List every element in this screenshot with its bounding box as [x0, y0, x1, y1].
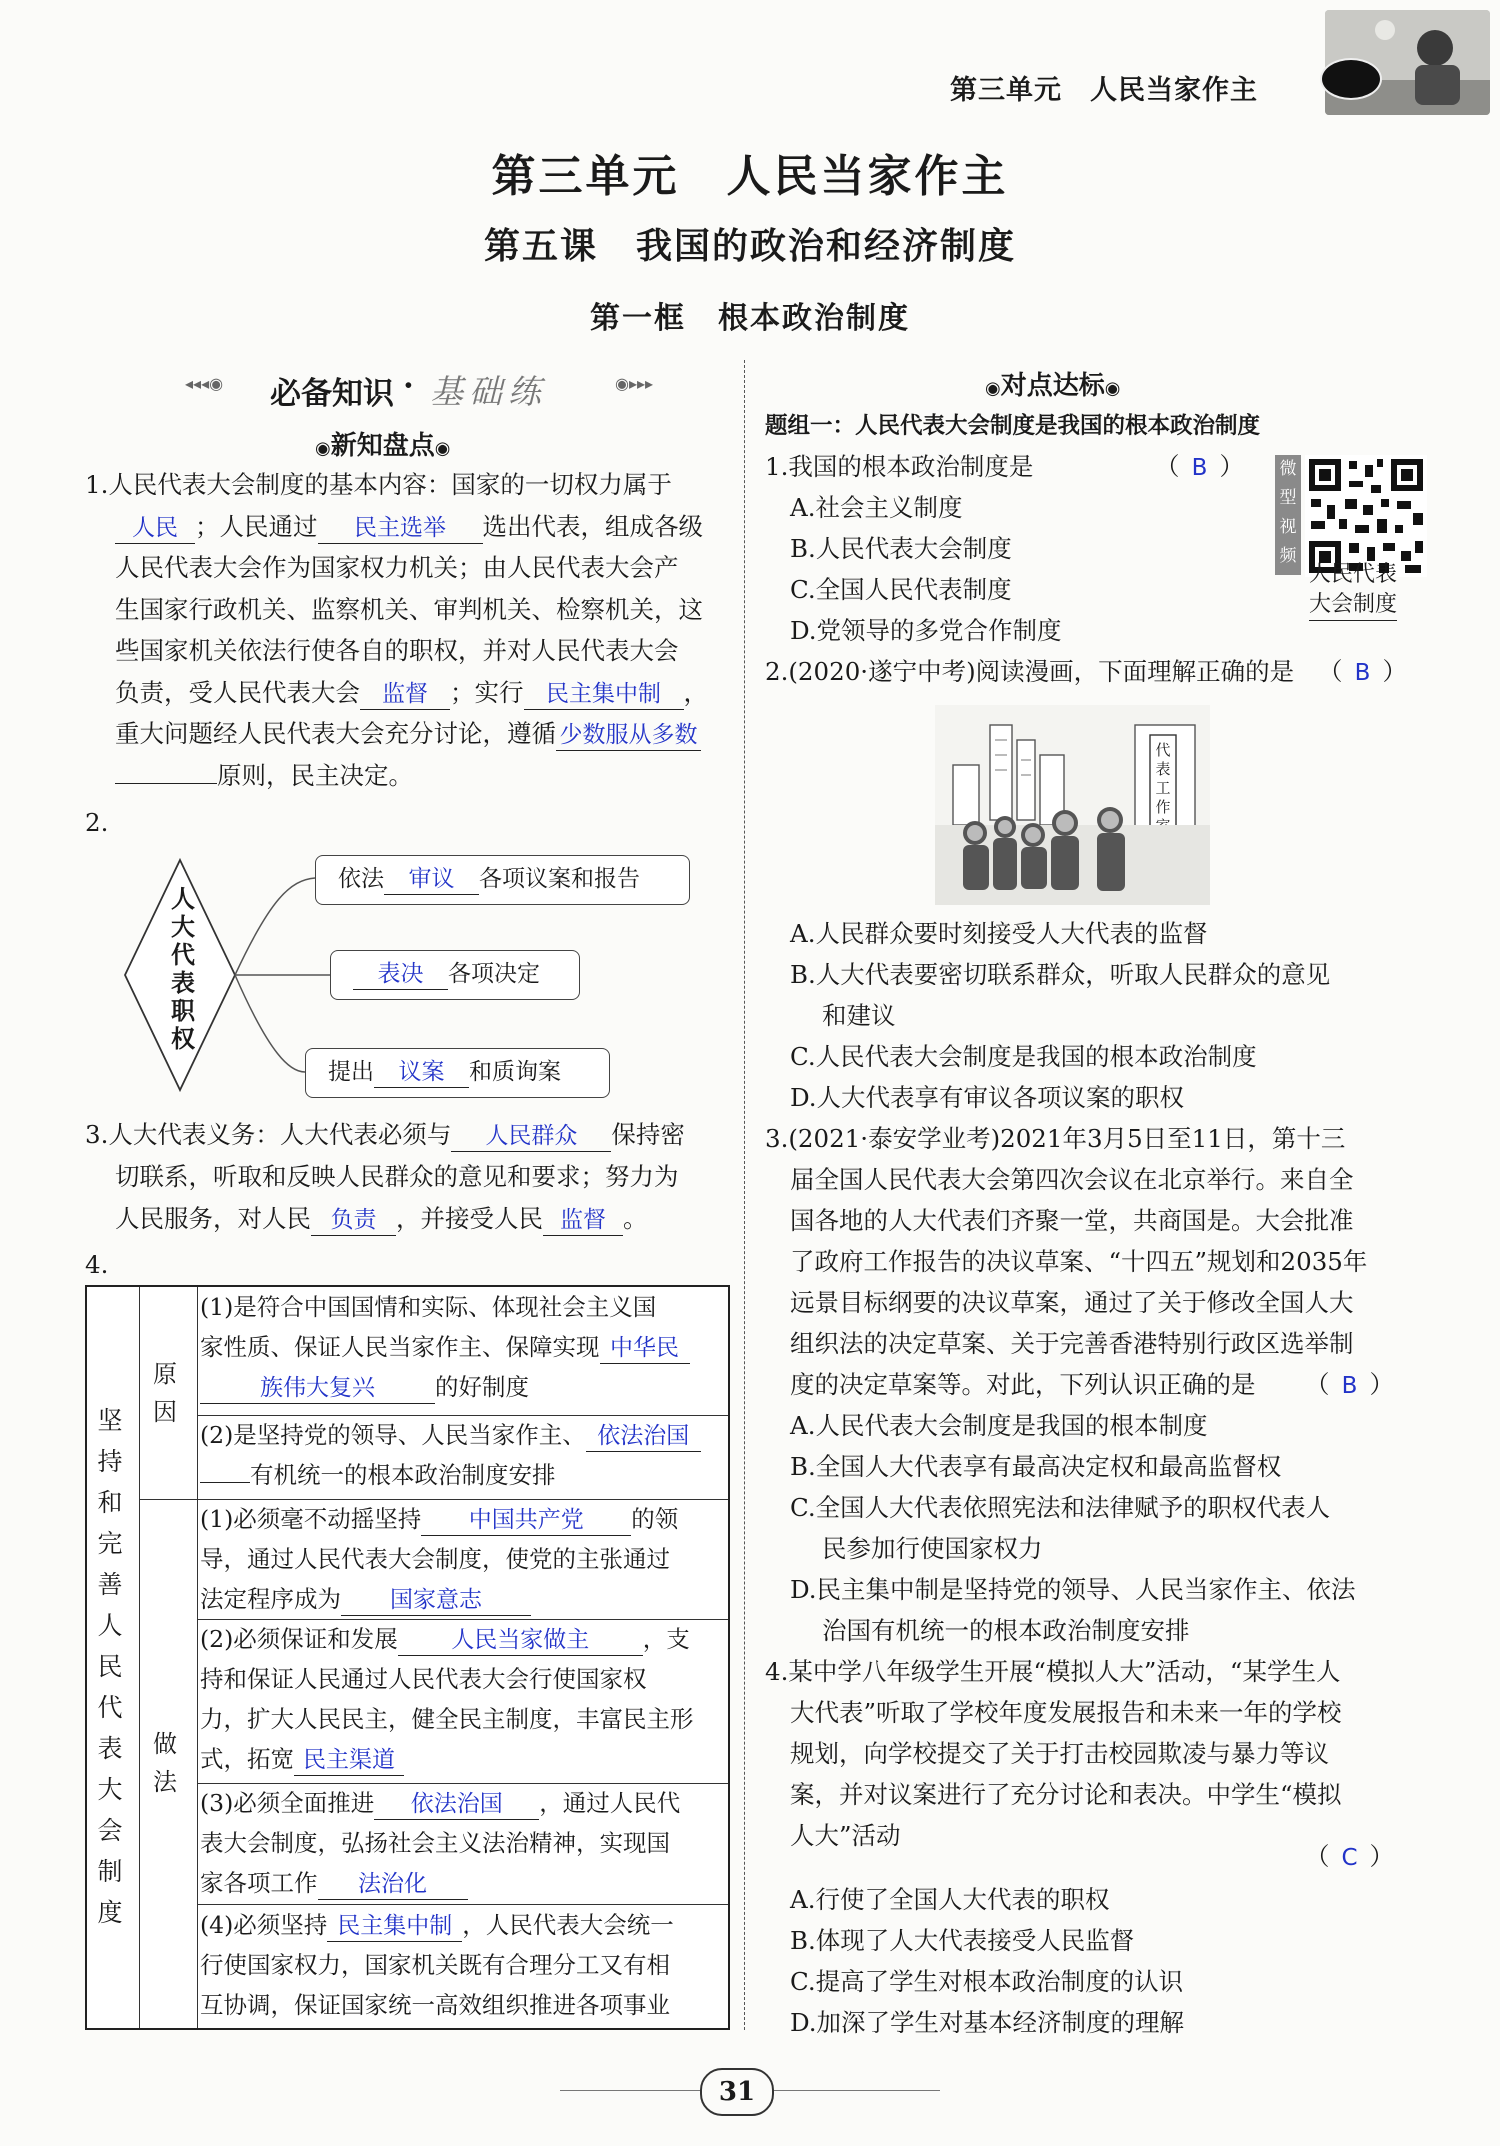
answer-blank: 审议	[384, 864, 479, 895]
text-line	[200, 1458, 556, 1492]
subheading-new-knowledge: ◉新知盘点◉	[315, 431, 451, 461]
text-line	[115, 759, 413, 793]
answer-blank: 负责	[311, 1205, 396, 1236]
unit-header: 第三单元 人民当家作主	[950, 75, 1258, 106]
banner-title-b: 基础练	[430, 372, 547, 411]
choice-answer: B	[1341, 1373, 1358, 1399]
cartoon-sign-text: 代表工作	[1155, 741, 1171, 816]
text: 负责，受人民代表大会	[115, 678, 360, 707]
text: 家性质、保证人民当家作主、保障实现	[200, 1333, 600, 1361]
option: C.全国人民代表制度	[790, 575, 1012, 604]
banner	[185, 368, 690, 412]
text-line	[200, 1502, 678, 1536]
option: D.党领导的多党合作制度	[790, 616, 1062, 645]
text: 法定程序成为	[200, 1585, 341, 1613]
text: ，人民代表大会统一	[462, 1911, 674, 1939]
page-number-badge	[700, 2068, 774, 2116]
text-line	[200, 1622, 690, 1656]
text-line: 些国家机关依法行使各自的职权，并对人民代表大会	[115, 636, 679, 665]
text: 保持密	[611, 1120, 685, 1149]
answer-blank: 国家意志	[341, 1585, 531, 1616]
text-line	[115, 676, 708, 710]
text-line: 人民代表大会作为国家权力机关；由人民代表大会产	[115, 553, 679, 582]
banner-title-a: 必备知识	[270, 376, 394, 412]
text-line: 规划，向学校提交了关于打击校园欺凌与暴力等议	[790, 1739, 1329, 1768]
qr-code-icon	[1305, 455, 1427, 577]
text-line: 持和保证人民通过人民代表大会行使国家权	[200, 1665, 647, 1693]
text: 和质询案	[469, 1059, 561, 1085]
text-line	[200, 1418, 701, 1452]
text: (4)必须坚持	[200, 1911, 328, 1939]
answer-blank: 少数服从多数	[556, 720, 701, 751]
text-line: 届全国人民代表大会第四次会议在北京举行。来自全	[790, 1165, 1354, 1194]
option-continued: 治国有机统一的根本政治制度安排	[822, 1616, 1190, 1645]
text: 依法	[338, 866, 384, 892]
answer-blank: 监督	[543, 1205, 623, 1236]
answer-blank: 依法治国	[374, 1789, 539, 1820]
text: ，通过人民代	[539, 1789, 681, 1817]
option: D.民主集中制是坚持党的领导、人民当家作主、依法	[790, 1575, 1356, 1604]
banner-dot: ·	[403, 368, 414, 404]
qr-caption-line: 大会制度	[1309, 590, 1397, 621]
qr-caption	[1278, 560, 1428, 621]
answer-blank: 民主集中制	[524, 679, 684, 710]
option: A.人民群众要时刻接受人大代表的监督	[790, 919, 1208, 948]
empty-blank	[200, 1482, 250, 1483]
choice-answer: B	[1191, 455, 1208, 481]
text: 的领	[631, 1505, 679, 1533]
text-line: 导，通过人民代表大会制度，使党的主张通过	[200, 1545, 670, 1573]
cartoon-illustration	[935, 705, 1210, 905]
choice-answer: B	[1354, 660, 1371, 686]
q2-box-review	[315, 855, 690, 905]
lesson-title: 第五课 我国的政治和经济制度	[483, 225, 1016, 267]
q2-box-vote	[330, 950, 580, 1000]
text: (2)必须保证和发展	[200, 1625, 398, 1653]
text: 重大问题经人民代表大会充分讨论，遵循	[115, 719, 556, 748]
text: 。	[623, 1204, 648, 1233]
group-title: 题组一：人民代表大会制度是我国的根本政治制度	[765, 413, 1261, 439]
main-title: 第三单元 人民当家作主	[491, 151, 1009, 202]
option: C.全国人大代表依照宪法和法律赋予的职权代表人	[790, 1493, 1331, 1522]
qr-caption-line: 人民代表	[1308, 562, 1397, 587]
target-icon: ◉	[315, 438, 331, 459]
q4-method-label: 做法	[153, 1730, 177, 1796]
target-icon: ◉	[985, 378, 1001, 399]
text: 各项议案和报告	[479, 866, 640, 892]
answer-paren: （ C ）	[1305, 1840, 1394, 1875]
text-line: 2.(2020·遂宁中考)阅读漫画，下面理解正确的是	[765, 657, 1295, 686]
page-number: 31	[718, 2077, 756, 2107]
text: 有机统一的根本政治制度安排	[250, 1461, 556, 1489]
text-line: 3.(2021·泰安学业考)2021年3月5日至11日，第十三	[765, 1124, 1346, 1153]
text-line: 切联系，听取和反映人民群众的意见和要求；努力为	[115, 1162, 679, 1191]
q4-reason-label: 原因	[153, 1360, 177, 1426]
text-line	[115, 510, 703, 544]
option: D.加深了学生对基本经济制度的理解	[790, 2008, 1185, 2037]
answer-blank: 中华民	[600, 1333, 690, 1364]
text-line	[115, 1202, 648, 1236]
option: C.人民代表大会制度是我国的根本政治制度	[790, 1042, 1257, 1071]
q2-number: 2.	[85, 808, 109, 837]
text: 各项决定	[448, 961, 540, 987]
answer-blank: 人民群众	[451, 1121, 611, 1152]
header-logo	[1320, 58, 1382, 100]
option: A.行使了全国人大代表的职权	[790, 1885, 1110, 1914]
text: (2)是坚持党的领导、人民当家作主、	[200, 1421, 586, 1449]
q4-side-label: 坚持和完善人民代表大会制度	[97, 1406, 123, 1927]
text-line: (1)是符合中国国情和实际、体现社会主义国	[200, 1293, 657, 1321]
answer-blank: 监督	[360, 679, 450, 710]
option: A.社会主义制度	[790, 493, 963, 522]
right-heading: ◉对点达标◉	[985, 371, 1121, 401]
text-line: 国各地的人大代表们齐聚一堂，共商国是。大会批准	[790, 1206, 1354, 1235]
option-continued: 民参加行使国家权力	[822, 1534, 1043, 1563]
option: B.体现了人大代表接受人民监督	[790, 1926, 1135, 1955]
text-line: 生国家行政机关、监察机关、审判机关、检察机关，这	[115, 595, 703, 624]
answer-blank: 表决	[353, 959, 448, 990]
text: 3.人大代表义务：人大代表必须与	[85, 1120, 452, 1149]
text: ，	[683, 678, 708, 707]
answer-blank: 人民当家做主	[398, 1625, 643, 1656]
text-line: 度的决定草案等。对此，下列认识正确的是	[790, 1370, 1256, 1399]
qr-side-tab: 微型视频	[1275, 455, 1301, 575]
text-line: 远景目标纲要的决议草案，通过了关于修改全国人大	[790, 1288, 1354, 1317]
option: B.人民代表大会制度	[790, 534, 1012, 563]
text: ，支	[642, 1625, 690, 1653]
q4-number: 4.	[85, 1250, 109, 1279]
text: 人民服务，对人民	[115, 1204, 311, 1233]
text-line: 案，并对议案进行了充分讨论和表决。中学生“模拟	[790, 1780, 1342, 1809]
answer-blank: 民主选举	[318, 513, 483, 544]
text: (1)必须毫不动摇坚持	[200, 1505, 422, 1533]
banner-arrows-right: ◉▸▸▸	[615, 374, 654, 393]
diamond-label: 人大代表职权	[171, 884, 195, 1053]
text-line: 互协调，保证国家统一高效组织推进各项事业	[200, 1991, 670, 2019]
text: 家各项工作	[200, 1869, 318, 1897]
text-line: 表大会制度，弘扬社会主义法治精神，实现国	[200, 1829, 670, 1857]
text: 提出	[328, 1059, 374, 1085]
answer-blank: 中国共产党	[421, 1505, 631, 1536]
text-line	[200, 1742, 404, 1776]
text: 选出代表，组成各级	[482, 512, 703, 541]
option: A.人民代表大会制度是我国的根本制度	[790, 1411, 1208, 1440]
text-line: 人大”活动	[790, 1821, 901, 1850]
text-line	[200, 1866, 468, 1900]
text: 的好制度	[435, 1373, 529, 1401]
text-line: 行使国家权力，国家机关既有合理分工又有相	[200, 1951, 670, 1979]
answer-blank: 依法治国	[586, 1421, 701, 1452]
text-line: 1.我国的根本政治制度是	[765, 452, 1034, 481]
option: B.全国人大代表享有最高决定权和最高监督权	[790, 1452, 1282, 1481]
text-line: 了政府工作报告的决议草案、“十四五”规划和2035年	[790, 1247, 1368, 1276]
section-title: 第一框 根本政治制度	[590, 301, 910, 336]
answer-paren: （ B ）	[1155, 450, 1244, 485]
text-line	[200, 1330, 690, 1364]
answer-blank: 议案	[374, 1057, 469, 1088]
text: (3)必须全面推进	[200, 1789, 375, 1817]
banner-arrows-left: ◂◂◂◉	[185, 374, 224, 393]
answer-blank: 民主渠道	[294, 1745, 404, 1776]
text-line	[85, 1118, 685, 1152]
option: D.人大代表享有审议各项议案的职权	[790, 1083, 1185, 1112]
q2-box-propose	[305, 1048, 610, 1098]
column-divider	[744, 360, 745, 2030]
text-line: 1.人民代表大会制度的基本内容：国家的一切权力属于	[85, 470, 672, 499]
target-icon: ◉	[1104, 378, 1121, 399]
text-line: 组织法的决定草案、关于完善香港特别行政区选举制	[790, 1329, 1354, 1358]
text: 原则，民主决定。	[217, 761, 413, 790]
answer-blank: 族伟大复兴	[200, 1373, 435, 1404]
answer-paren: （ B ）	[1305, 1368, 1394, 1403]
choice-answer: C	[1341, 1845, 1358, 1871]
text-line	[200, 1582, 531, 1616]
text-line: 力，扩大人民民主，健全民主制度，丰富民主形	[200, 1705, 694, 1733]
text-line	[115, 717, 701, 751]
text: 式，拓宽	[200, 1745, 294, 1773]
text: ；实行	[450, 678, 524, 707]
option: B.人大代表要密切联系群众，听取人民群众的意见	[790, 960, 1331, 989]
answer-blank: 民主集中制	[327, 1911, 462, 1942]
text: ；人民通过	[195, 512, 318, 541]
option: C.提高了学生对根本政治制度的认识	[790, 1967, 1184, 1996]
text-line	[200, 1786, 680, 1820]
text-line: 4.某中学八年级学生开展“模拟人大”活动，“某学生人	[765, 1657, 1341, 1686]
text: ，并接受人民	[396, 1204, 543, 1233]
target-icon: ◉	[434, 438, 451, 459]
option-continued: 和建议	[822, 1001, 896, 1030]
empty-blank	[115, 783, 217, 784]
answer-blank: 人民	[115, 513, 195, 544]
text-line	[200, 1908, 674, 1942]
answer-blank: 法治化	[318, 1869, 468, 1900]
text-line	[200, 1370, 529, 1404]
answer-paren: （ B ）	[1318, 655, 1407, 690]
text-line: 大代表”听取了学校年度发展报告和未来一年的学校	[790, 1698, 1342, 1727]
